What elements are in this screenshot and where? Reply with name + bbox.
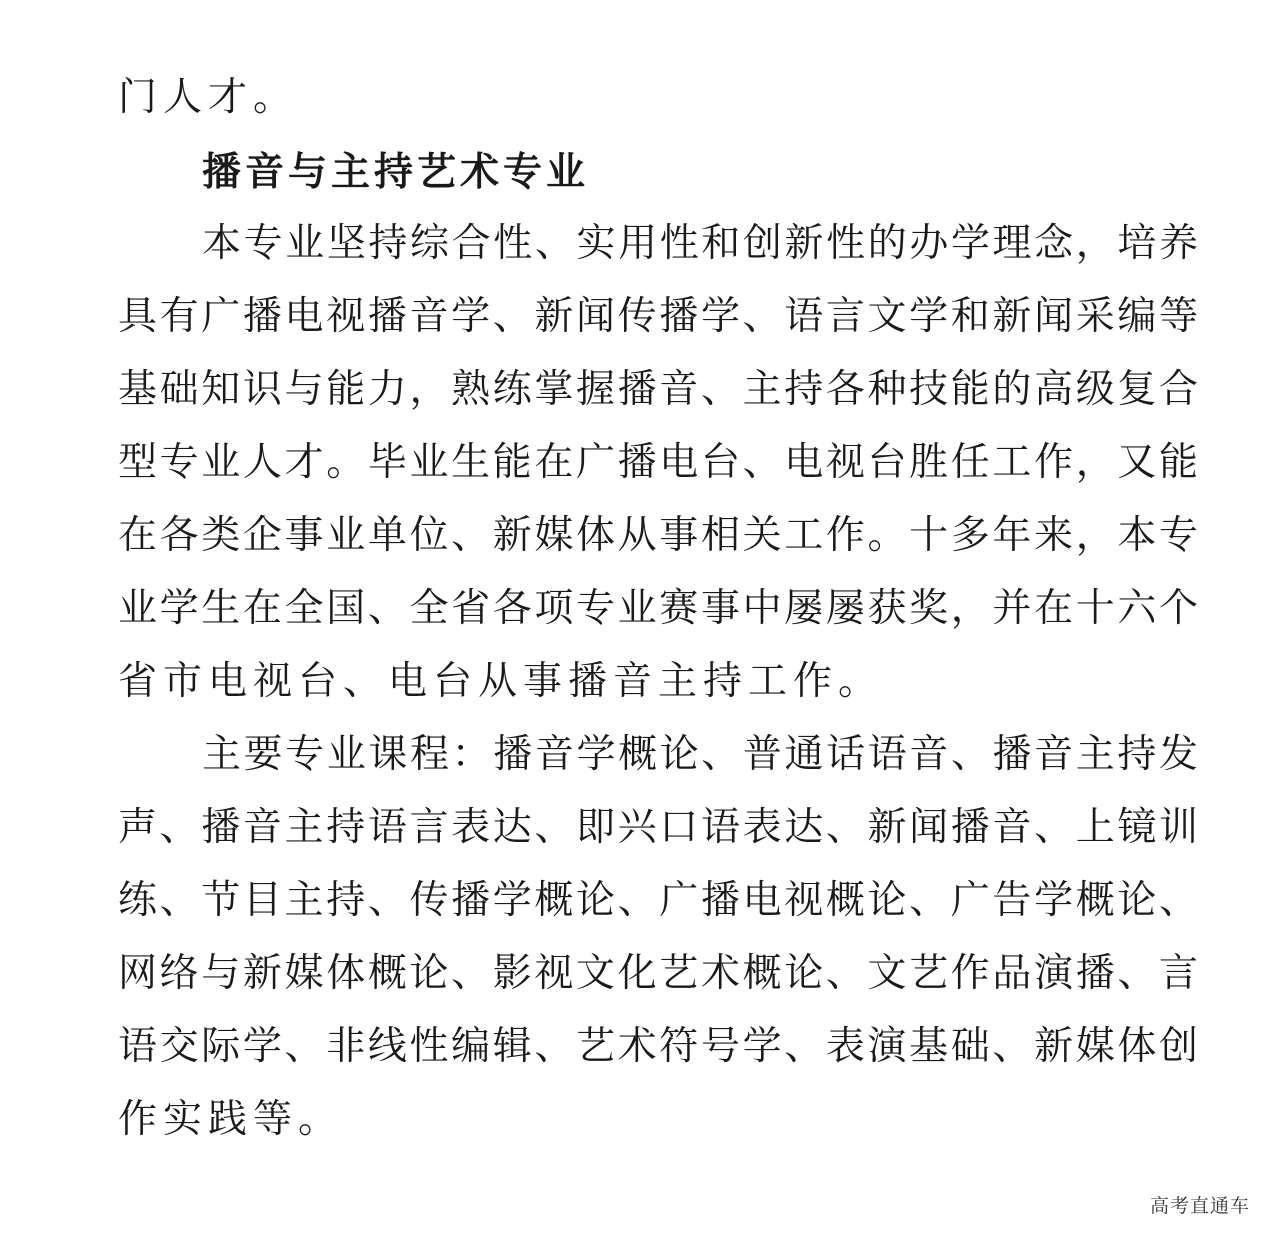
paragraph-line: 型专业人才。毕业生能在广播电台、电视台胜任工作，又能	[118, 440, 1198, 485]
paragraph-line: 基础知识与能力，熟练掌握播音、主持各种技能的高级复合	[118, 367, 1198, 412]
paragraph-line: 主要专业课程：播音学概论、普通话语音、播音主持发	[202, 732, 1198, 777]
section-heading: 播音与主持艺术专业	[202, 149, 590, 195]
paragraph-line: 作实践等。	[118, 1097, 344, 1142]
paragraph-line: 省市电视台、电台从事播音主持工作。	[118, 659, 884, 704]
paragraph-line: 练、节目主持、传播学概论、广播电视概论、广告学概论、	[118, 878, 1198, 923]
paragraph-line: 在各类企事业单位、新媒体从事相关工作。十多年来，本专	[118, 513, 1198, 558]
paragraph-line: 具有广播电视播音学、新闻传播学、语言文学和新闻采编等	[118, 294, 1198, 339]
watermark-label: 高考直通车	[1149, 1195, 1250, 1217]
paragraph-line: 本专业坚持综合性、实用性和创新性的办学理念，培养	[202, 221, 1198, 266]
paragraph-line: 声、播音主持语言表达、即兴口语表达、新闻播音、上镜训	[118, 805, 1198, 850]
paragraph-line: 业学生在全国、全省各项专业赛事中屡屡获奖，并在十六个	[118, 586, 1198, 631]
paragraph-line: 语交际学、非线性编辑、艺术符号学、表演基础、新媒体创	[118, 1024, 1198, 1069]
top-fragment-line: 门人才。	[118, 75, 299, 120]
paragraph-line: 网络与新媒体概论、影视文化艺术概论、文艺作品演播、言	[118, 951, 1198, 996]
